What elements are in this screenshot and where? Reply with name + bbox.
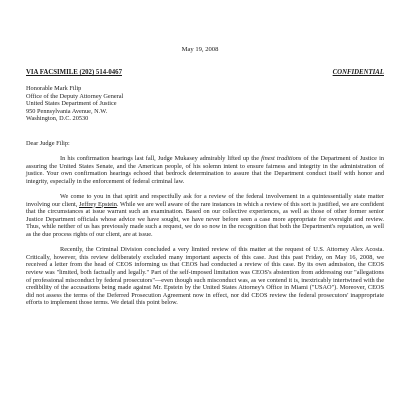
addressee-line: Honorable Mark Filip <box>26 85 82 92</box>
paragraph-text: of the Department of Justice in assuring the United States Senate, and the American people, of his solemn intent to ensure fairness and integrity in the administration of justice. Your own confirmation hearings echoed that bedrock determination to assure that the Department conduct itself with honor and integrity, especially in the enforcement of federal criminal law. <box>26 155 384 185</box>
paragraph-1 <box>26 155 384 185</box>
paragraph-text: We come to you in that spirit and respectfully ask for a review of the federal involvement in a quintessentially state matter involving our client, <box>26 192 384 208</box>
paragraph-text: Recently, the Criminal Division concluded a very limited review of this matter at the request of U.S. Attorney Alex Acosta. Critically, however, this review deliberately excluded many important aspects of this case. Just this past Friday, on May 16, 2008, we received a letter from the head of CEOS informing us that CEOS had conducted a review of this case. By its own admission, the CEOS review was "limited, both factually and legally." Part of the self-imposed limitation was CEOS's abstention from addressing our "allegations of professional misconduct by federal prosecutors"—even though such misconduct was, as we contend it is, inextricably intertwined with the credibility of the accusations being made against Mr. Epstein by the United States Attorney's Office in Miami ("USAO"). Moreover, CEOS did not assess the terms of the Deferred Prosecution Agreement now in effect, nor did CEOS review the federal prosecutors' inappropriate efforts to implement those terms. We detail this point below. <box>26 246 384 307</box>
addressee-line: Washington, D.C. 20530 <box>26 115 89 123</box>
paragraph-2 <box>26 193 384 239</box>
letter-header <box>26 69 384 77</box>
confidential-marking: CONFIDENTIAL <box>332 69 384 76</box>
paragraph-text: . While we are well aware of the rare instances in which a review of this sort is justified, we are confident that the circumstances at issue warrant such an examination. Based on our collective experiences, as well as those of other former senior Justice Department officials whose advice we have sought, we have never before seen a case more appropriate for oversight and review. Thus, while neither of us has previously made such a request, we do so now in the recognition that both the Department's reputation, as well as the due process rights of our client, are at issue. <box>26 200 384 238</box>
emphasis-text: finest traditions <box>261 155 302 162</box>
addressee-line: Office of the Deputy Attorney General <box>26 92 124 100</box>
client-name: Jeffrey Epstein <box>79 200 117 208</box>
paragraph-text: In his confirmation hearings last fall, Judge Mukasey admirably lifted up the <box>60 155 262 162</box>
addressee-block <box>26 85 123 123</box>
letter-body <box>26 155 384 314</box>
paragraph-3 <box>26 246 384 307</box>
transmission-line: VIA FACSIMILE (202) 514-0467 <box>26 69 122 76</box>
letter-date: May 19, 2008 <box>181 46 219 53</box>
addressee-line: United States Department of Justice <box>26 100 117 108</box>
addressee-line: 950 Pennsylvania Avenue, N.W. <box>26 107 108 115</box>
salutation: Dear Judge Filip: <box>26 140 70 147</box>
